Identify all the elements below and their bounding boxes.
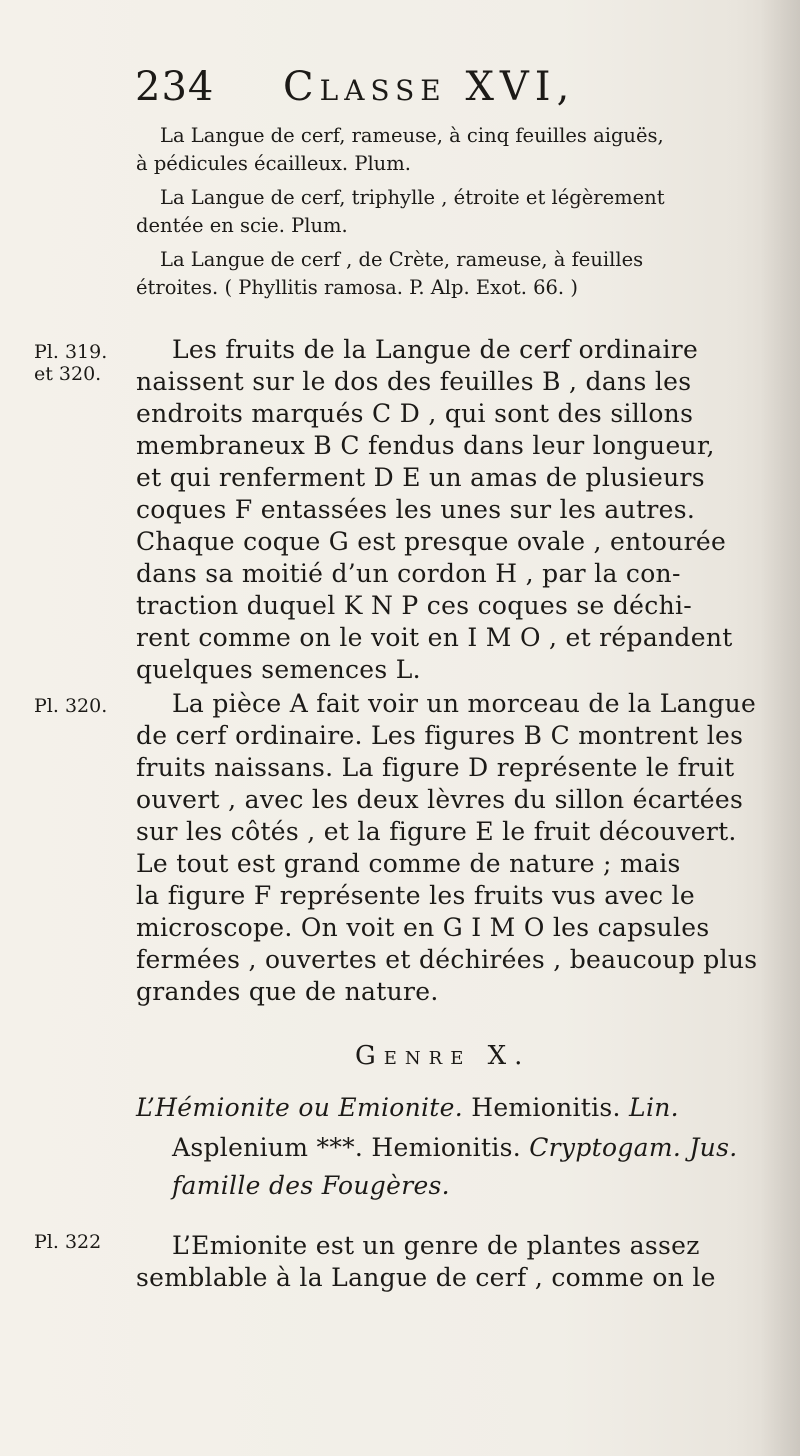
- margin-note-plate: Pl. 322: [34, 1231, 102, 1253]
- paragraph-line: endroits marqués C D , qui sont des sillons: [136, 399, 694, 428]
- paragraph-line: sur les côtés , et la figure E le fruit découvert.: [136, 817, 737, 846]
- genre-family: famille des Fougères.: [172, 1171, 450, 1200]
- genre-name-line: [136, 1092, 679, 1124]
- running-title: Classe XVI,: [283, 64, 576, 110]
- page-header: [135, 62, 775, 112]
- intro-line: dentée en scie. Plum.: [136, 214, 348, 237]
- page-gutter-shadow: [760, 0, 800, 1456]
- paragraph-line: quelques semences L.: [136, 655, 421, 684]
- paragraph-line: dans sa moitié d’un cordon H , par la con-: [136, 559, 681, 588]
- paragraph-line: semblable à la Langue de cerf , comme on le: [136, 1263, 716, 1292]
- paragraph-line: L’Emionite est un genre de plantes assez: [172, 1231, 700, 1260]
- intro-line: La Langue de cerf , de Crète, rameuse, à feuilles: [160, 248, 644, 271]
- paragraph-line: grandes que de nature.: [136, 977, 439, 1006]
- margin-note-plate: Pl. 320.: [34, 695, 108, 717]
- paragraph-line: la figure F représente les fruits vus avec le: [136, 881, 695, 910]
- genre-name-abbrev: Cryptogam. Jus.: [529, 1133, 738, 1162]
- genre-name-line: [172, 1170, 450, 1202]
- paragraph-line: rent comme on le voit en I M O , et répandent: [136, 623, 733, 652]
- genre-name-abbrev: Lin.: [629, 1093, 679, 1122]
- paragraph-line: Les fruits de la Langue de cerf ordinaire: [172, 335, 699, 364]
- paragraph-line: ouvert , avec les deux lèvres du sillon écartées: [136, 785, 744, 814]
- paragraph-line: de cerf ordinaire. Les figures B C montrent les: [136, 721, 744, 750]
- genre-name-italic: L’Hémionite ou Emionite.: [136, 1093, 463, 1122]
- paragraph-line: Chaque coque G est presque ovale , entourée: [136, 527, 727, 556]
- intro-line: La Langue de cerf, triphylle , étroite et légèrement: [160, 186, 665, 209]
- intro-line: à pédicules écailleux. Plum.: [136, 152, 411, 175]
- intro-line: La Langue de cerf, rameuse, à cinq feuilles aiguës,: [160, 124, 664, 147]
- paragraph-line: coques F entassées les unes sur les autres.: [136, 495, 696, 524]
- paragraph-line: La pièce A fait voir un morceau de la Langue: [172, 689, 757, 718]
- paragraph-line: microscope. On voit en G I M O les capsules: [136, 913, 710, 942]
- paragraph-line: et qui renferment D E un amas de plusieurs: [136, 463, 705, 492]
- genre-name-latin: Hemionitis.: [462, 1093, 630, 1122]
- intro-line: étroites. ( Phyllitis ramosa. P. Alp. Exot. 66. ): [136, 276, 578, 299]
- margin-note-plate: et 320.: [34, 363, 102, 385]
- page-number: 234: [135, 64, 215, 110]
- paragraph-line: fermées , ouvertes et déchirées , beaucoup plus: [136, 945, 758, 974]
- paragraph-line: traction duquel K N P ces coques se déchi-: [136, 591, 693, 620]
- paragraph-line: Le tout est grand comme de nature ; mais: [136, 849, 681, 878]
- paragraph-line: membraneux B C fendus dans leur longueur,: [136, 431, 715, 460]
- genre-name-latin: Asplenium ***. Hemionitis.: [172, 1133, 530, 1162]
- genre-name-line: [172, 1132, 737, 1164]
- margin-note-plate: Pl. 319.: [34, 341, 108, 363]
- genre-heading: Genre X.: [355, 1041, 531, 1071]
- paragraph-line: naissent sur le dos des feuilles B , dans les: [136, 367, 692, 396]
- paragraph-line: fruits naissans. La figure D représente le fruit: [136, 753, 735, 782]
